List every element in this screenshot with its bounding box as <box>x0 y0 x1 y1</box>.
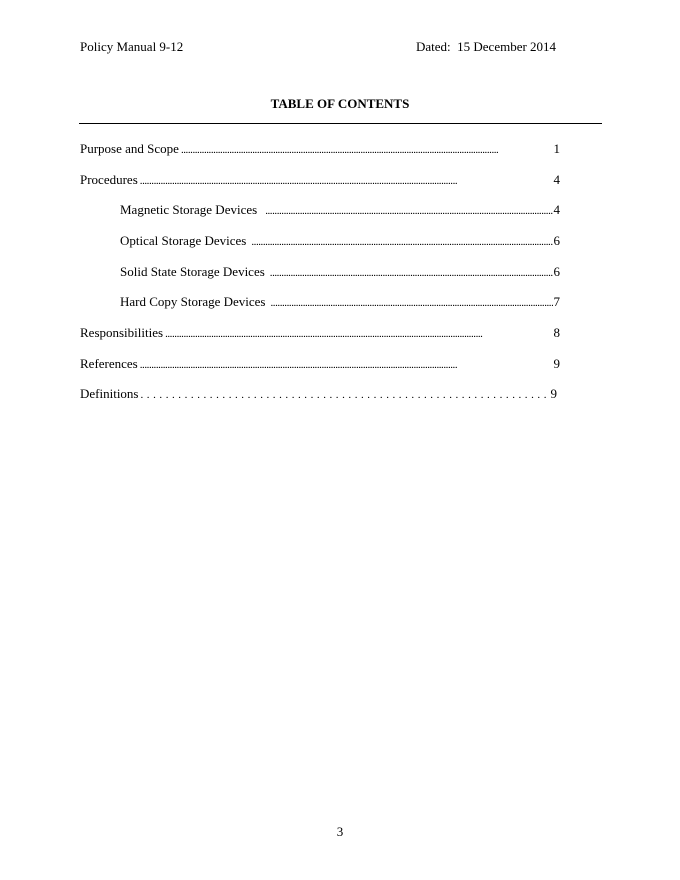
toc-entry-page: 9 <box>550 386 557 401</box>
toc-title: TABLE OF CONTENTS <box>270 96 410 111</box>
dot-leader <box>165 328 552 340</box>
toc-entry-page: 6 <box>553 264 560 279</box>
title-divider <box>79 123 602 124</box>
toc-entry-purpose-and-scope[interactable] <box>80 141 560 159</box>
toc-entry-page: 7 <box>553 294 560 309</box>
toc-entry-page: 8 <box>553 325 560 340</box>
toc-entry-label: Purpose and Scope <box>80 141 179 156</box>
toc-entry-page: 4 <box>553 172 560 187</box>
toc-entry-magnetic-storage-devices[interactable] <box>120 202 560 220</box>
header-date: Dated: 15 December 2014 <box>416 39 557 54</box>
dot-leader <box>271 297 553 309</box>
toc-entry-page: 6 <box>553 233 560 248</box>
dot-leader <box>251 236 552 248</box>
dot-leader <box>270 267 553 279</box>
toc-entry-label: Magnetic Storage Devices <box>120 202 258 217</box>
dot-leader <box>140 175 553 187</box>
toc-entry-solid-state-storage-devices[interactable] <box>120 264 560 282</box>
toc-entry-label: Definitions <box>80 386 139 401</box>
toc-entry-optical-storage-devices[interactable] <box>120 233 560 251</box>
toc-entry-label: References <box>80 356 138 371</box>
toc-entry-label: Responsibilities <box>80 325 164 340</box>
toc-entry-references[interactable] <box>80 356 560 374</box>
toc-entry-procedures[interactable] <box>80 172 560 190</box>
toc-entry-hard-copy-storage-devices[interactable] <box>120 294 560 312</box>
toc-entry-responsibilities[interactable] <box>80 325 560 343</box>
dot-leader <box>141 389 550 401</box>
toc-entry-definitions[interactable] <box>80 386 557 404</box>
dot-leader <box>265 205 552 217</box>
toc-entry-page: 4 <box>553 202 560 217</box>
dot-leader <box>140 359 553 371</box>
toc-entry-label: Hard Copy Storage Devices <box>120 294 266 309</box>
toc-entry-label: Procedures <box>80 172 138 187</box>
toc-entry-page: 9 <box>553 356 560 371</box>
dot-leader <box>181 144 553 156</box>
toc-entry-page: 1 <box>553 141 560 156</box>
header-document-title: Policy Manual 9-12 <box>80 39 184 54</box>
toc-entry-label: Optical Storage Devices <box>120 233 247 248</box>
page-number: 3 <box>336 824 344 839</box>
toc-entry-label: Solid State Storage Devices <box>120 264 265 279</box>
